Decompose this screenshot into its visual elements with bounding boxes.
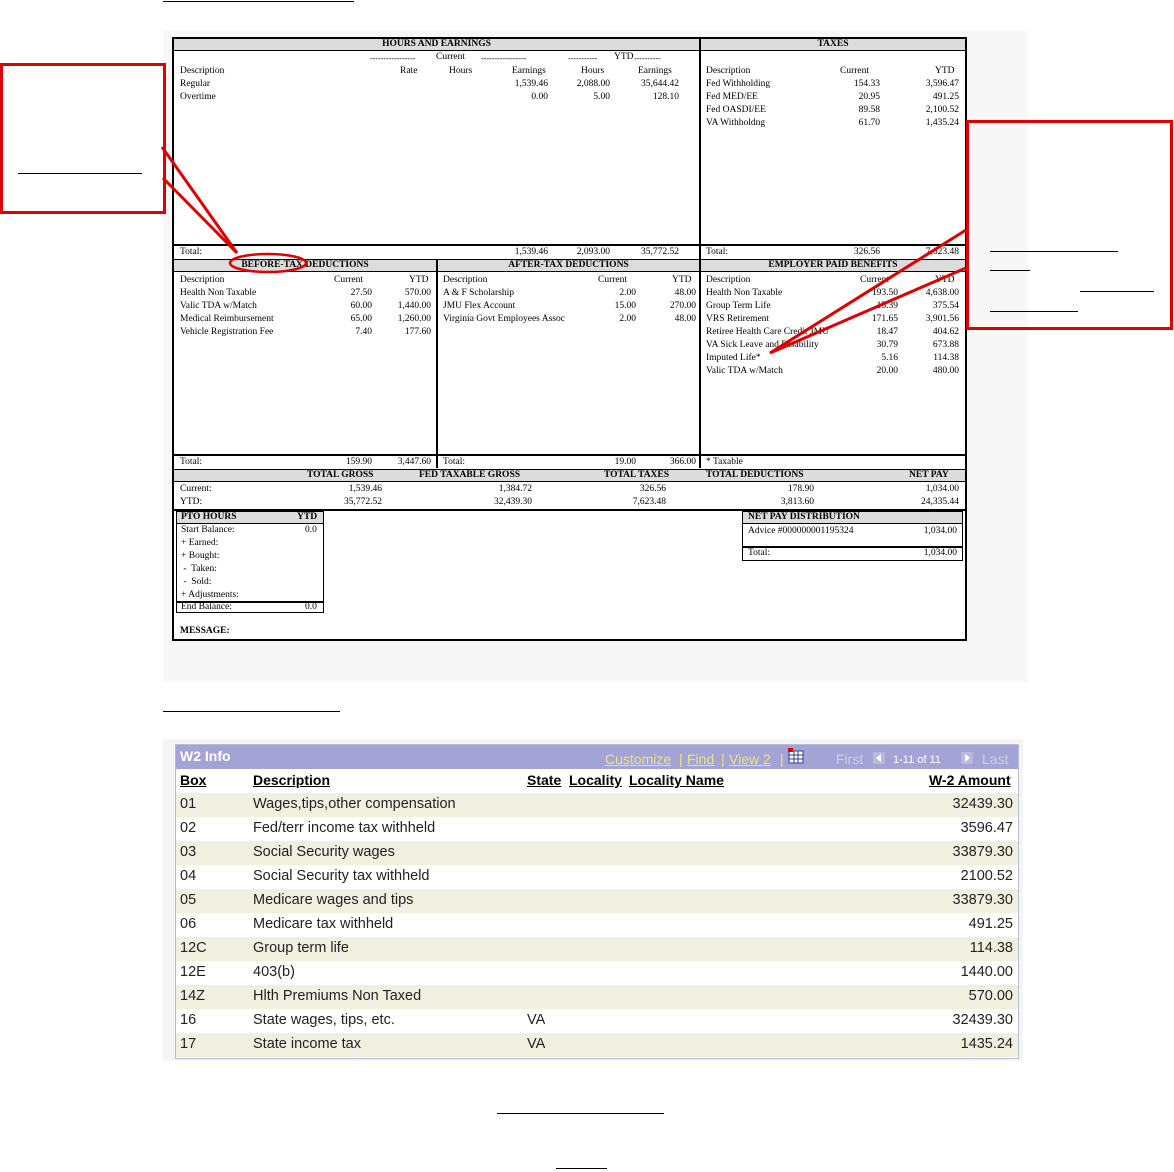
next-arrow-icon[interactable]	[960, 751, 974, 765]
epb-row-current: 5.16	[881, 353, 898, 363]
summary-current-taxes: 326.56	[639, 484, 666, 494]
before-tax-header: BEFORE-TAX DEDUCTIONS	[174, 260, 436, 272]
epb-footnote: * Taxable	[706, 457, 743, 467]
btd-row-description: Valic TDA w/Match	[180, 301, 257, 311]
summary-current-net: 1,034.00	[925, 484, 959, 494]
description-cell: Social Security wages	[253, 844, 395, 860]
atd-row-description: A & F Scholarship	[443, 288, 514, 298]
he-row-description: Regular	[180, 79, 211, 89]
he-total-earnings: 1,539.46	[514, 247, 548, 257]
amount-cell: 1440.00	[960, 964, 1013, 980]
amount-cell: 33879.30	[952, 844, 1013, 860]
pto-item: + Earned:	[181, 538, 219, 548]
he-dash: -----------------	[370, 54, 416, 63]
box-cell: 05	[180, 892, 197, 908]
tax-row-current: 89.58	[858, 105, 880, 115]
btd-col-ytd: YTD	[409, 275, 429, 285]
he-total-ytd-earnings: 35,772.52	[641, 247, 679, 257]
amount-cell: 32439.30	[952, 1012, 1013, 1028]
he-row-ytd-earnings: 35,644.42	[641, 79, 679, 89]
description-cell: Hlth Premiums Non Taxed	[253, 988, 422, 1004]
grid-download-icon[interactable]	[788, 748, 804, 764]
epb-row-current: 30.79	[876, 340, 898, 350]
epb-row-current: 171.65	[871, 314, 898, 324]
w2-title: W2 Info	[180, 748, 231, 764]
btd-total-ytd: 3,447.60	[397, 457, 431, 467]
tax-row-description: Fed OASDI/EE	[706, 105, 766, 115]
pto-item: - Taken:	[181, 564, 217, 574]
btd-row-description: Vehicle Registration Fee	[180, 327, 274, 337]
nav-separator: |	[780, 751, 784, 767]
btd-row-description: Medical Reimbursement	[180, 314, 274, 324]
tax-col-ytd: YTD	[935, 66, 955, 76]
pointer-line-left	[162, 147, 237, 253]
summary-ytd-fed: 32,439.30	[494, 497, 532, 507]
tax-row-current: 20.95	[858, 92, 880, 102]
footer-underline-1	[497, 1113, 664, 1114]
table-row	[176, 1033, 1018, 1057]
btd-total-current: 159.90	[345, 457, 372, 467]
amount-cell: 114.38	[969, 940, 1013, 956]
atd-total-ytd: 366.00	[669, 457, 696, 467]
first-arrow-icon[interactable]	[872, 751, 886, 765]
atd-col-ytd: YTD	[672, 275, 692, 285]
state-cell: VA	[527, 1036, 546, 1052]
employer-benefits-header: EMPLOYER PAID BENEFITS	[701, 260, 965, 272]
npd-advice: Advice #000000001195324	[748, 526, 854, 536]
epb-row-current: 193.50	[871, 288, 898, 298]
amount-cell: 32439.30	[952, 796, 1013, 812]
btd-row-ytd: 1,260.00	[397, 314, 431, 324]
btd-row-current: 27.50	[350, 288, 372, 298]
atd-total-label: Total:	[443, 457, 466, 467]
pto-end-value: 0.0	[305, 602, 317, 612]
tax-row-current: 61.70	[858, 118, 880, 128]
he-dash: ----------	[634, 54, 661, 63]
he-col-ytd-earnings: Earnings	[638, 66, 672, 76]
btd-col-description: Description	[180, 275, 225, 285]
customize-link[interactable]: Customize	[605, 751, 672, 767]
nav-separator: |	[721, 751, 725, 767]
btd-row-ytd: 177.60	[404, 327, 431, 337]
btd-col-current: Current	[334, 275, 364, 285]
table-row	[176, 937, 1018, 961]
atd-row-current: 15.00	[614, 301, 636, 311]
col-w2-amount[interactable]: W-2 Amount	[929, 772, 1011, 788]
amount-cell: 570.00	[968, 988, 1013, 1004]
col-state[interactable]: State	[527, 772, 562, 788]
description-cell: Medicare wages and tips	[253, 892, 414, 908]
epb-row-ytd: 673.88	[932, 340, 959, 350]
pto-title: PTO HOURS	[181, 512, 237, 522]
table-row	[176, 817, 1018, 841]
state-cell: VA	[527, 1012, 546, 1028]
tax-total-current: 326.56	[853, 247, 880, 257]
amount-cell: 2100.52	[960, 868, 1013, 884]
box-cell: 01	[180, 796, 197, 812]
view2-link[interactable]: View 2	[729, 751, 771, 767]
w2-title-bar	[176, 745, 1018, 769]
summary-current-fed: 1,384.72	[498, 484, 532, 494]
tax-row-current: 154.33	[853, 79, 880, 89]
atd-col-description: Description	[443, 275, 488, 285]
tax-row-ytd: 3,596.47	[925, 79, 959, 89]
epb-row-current: 20.00	[876, 366, 898, 376]
pto-end-label: End Balance:	[181, 602, 232, 612]
summary-current-gross: 1,539.46	[348, 484, 382, 494]
atd-row-ytd: 48.00	[674, 288, 696, 298]
epb-row-description: Retiree Health Care Credit JMU	[706, 327, 829, 337]
w2-panel	[175, 744, 1019, 1059]
he-dash: -----------------	[481, 54, 527, 63]
description-cell: State income tax	[253, 1036, 361, 1052]
epb-col-current: Current	[860, 275, 890, 285]
epb-row-ytd: 480.00	[932, 366, 959, 376]
he-row-earnings: 1,539.46	[514, 79, 548, 89]
tax-col-description: Description	[706, 66, 751, 76]
he-dash: -----------	[568, 54, 598, 63]
atd-total-current: 19.00	[614, 457, 636, 467]
tax-row-description: VA Withholdng	[706, 118, 766, 128]
btd-row-current: 7.40	[355, 327, 372, 337]
epb-row-ytd: 404.62	[932, 327, 959, 337]
epb-row-description: Imputed Life*	[706, 353, 761, 363]
table-row	[176, 913, 1018, 937]
he-col-rate: Rate	[400, 66, 418, 76]
he-col-description: Description	[180, 66, 225, 76]
pto-ytd-label: YTD	[297, 512, 318, 522]
he-row-ytd-earnings: 128.10	[652, 92, 679, 102]
page-range: 1-11 of 11	[893, 754, 941, 766]
col-box[interactable]: Box	[180, 772, 207, 788]
he-total-label: Total:	[180, 247, 203, 257]
w2-image	[163, 739, 1023, 1061]
tax-total-ytd: 7,623.48	[925, 247, 959, 257]
atd-row-description: JMU Flex Account	[443, 301, 516, 311]
table-row	[176, 793, 1018, 817]
he-ytd-label: YTD	[614, 52, 634, 62]
epb-col-description: Description	[706, 275, 751, 285]
message-label: MESSAGE:	[180, 626, 230, 636]
atd-col-current: Current	[598, 275, 628, 285]
btd-row-ytd: 570.00	[404, 288, 431, 298]
he-col-hours: Hours	[449, 66, 473, 76]
summary-total-gross-label: TOTAL GROSS	[307, 470, 374, 480]
description-cell: Wages,tips,other compensation	[253, 796, 456, 812]
btd-row-current: 60.00	[350, 301, 372, 311]
epb-row-ytd: 3,901.56	[925, 314, 959, 324]
col-locality-name[interactable]: Locality Name	[629, 772, 724, 788]
he-row-earnings: 0.00	[531, 92, 548, 102]
btd-row-current: 65.00	[350, 314, 372, 324]
table-row	[176, 865, 1018, 889]
tax-row-ytd: 491.25	[932, 92, 959, 102]
atd-row-ytd: 270.00	[669, 301, 696, 311]
after-tax-header: AFTER-TAX DEDUCTIONS	[438, 260, 699, 272]
tax-total-label: Total:	[706, 247, 729, 257]
table-row	[176, 961, 1018, 985]
epb-row-current: 18.47	[876, 327, 898, 337]
col-description[interactable]: Description	[253, 772, 331, 788]
box-cell: 03	[180, 844, 197, 860]
he-total-ytd-hours: 2,093.00	[576, 247, 610, 257]
summary-net-pay-label: NET PAY	[909, 470, 949, 480]
atd-row-current: 2.00	[619, 288, 636, 298]
summary-ytd-label: YTD:	[180, 497, 203, 507]
epb-row-ytd: 375.54	[932, 301, 959, 311]
he-col-earnings: Earnings	[512, 66, 546, 76]
tax-col-current: Current	[840, 66, 870, 76]
find-link[interactable]: Find	[687, 751, 715, 767]
npd-title: NET PAY DISTRIBUTION	[748, 512, 860, 522]
table-row	[176, 889, 1018, 913]
last-link[interactable]: Last	[982, 751, 1009, 767]
btd-row-description: Health Non Taxable	[180, 288, 257, 298]
table-row	[176, 841, 1018, 865]
tax-row-ytd: 2,100.52	[925, 105, 959, 115]
box-cell: 16	[180, 1012, 197, 1028]
amount-cell: 1435.24	[960, 1036, 1013, 1052]
btd-row-ytd: 1,440.00	[397, 301, 431, 311]
btd-total-label: Total:	[180, 457, 203, 467]
description-cell: State wages, tips, etc.	[253, 1012, 395, 1028]
summary-ytd-deductions: 3,813.60	[780, 497, 814, 507]
description-cell: Social Security tax withheld	[253, 868, 430, 884]
box-cell: 12C	[180, 940, 207, 956]
epb-row-current: 15.39	[876, 301, 898, 311]
tax-row-ytd: 1,435.24	[925, 118, 959, 128]
he-current-label: Current	[436, 52, 466, 62]
epb-row-description: Group Term Life	[706, 301, 771, 311]
taxes-header: TAXES	[701, 39, 965, 51]
description-cell: Medicare tax withheld	[253, 916, 394, 932]
npd-total-amount: 1,034.00	[923, 548, 957, 558]
first-link[interactable]: First	[836, 751, 864, 767]
description-cell: Fed/terr income tax withheld	[253, 820, 436, 836]
epb-row-description: Valic TDA w/Match	[706, 366, 783, 376]
he-row-ytd-hours: 2,088.00	[576, 79, 610, 89]
tax-row-description: Fed Withholding	[706, 79, 771, 89]
npd-total-label: Total:	[748, 548, 771, 558]
atd-row-description: Virginia Govt Employees Assoc	[443, 314, 565, 324]
he-row-ytd-hours: 5.00	[593, 92, 610, 102]
nav-separator: |	[679, 751, 683, 767]
epb-row-ytd: 114.38	[933, 353, 959, 363]
he-col-ytd-hours: Hours	[581, 66, 605, 76]
footer-underline-2	[556, 1168, 607, 1169]
epb-row-description: VRS Retirement	[706, 314, 770, 324]
description-cell: 403(b)	[253, 964, 295, 980]
pto-item: - Sold:	[181, 577, 212, 587]
description-cell: Group term life	[253, 940, 349, 956]
epb-row-description: VA Sick Leave and Disability	[706, 340, 819, 350]
npd-advice-amount: 1,034.00	[923, 526, 957, 536]
atd-row-current: 2.00	[619, 314, 636, 324]
pto-start-label: Start Balance:	[181, 525, 235, 535]
tax-row-description: Fed MED/EE	[706, 92, 758, 102]
summary-current-label: Current:	[180, 484, 212, 494]
epb-row-description: Health Non Taxable	[706, 288, 783, 298]
pto-start-value: 0.0	[305, 525, 317, 535]
hours-earnings-header: HOURS AND EARNINGS	[174, 39, 699, 51]
table-row	[176, 1009, 1018, 1033]
amount-cell: 491.25	[968, 916, 1013, 932]
table-row	[176, 985, 1018, 1009]
amount-cell: 33879.30	[952, 892, 1013, 908]
box-cell: 06	[180, 916, 197, 932]
atd-row-ytd: 48.00	[674, 314, 696, 324]
amount-cell: 3596.47	[960, 820, 1013, 836]
summary-current-deductions: 178.90	[787, 484, 814, 494]
col-locality[interactable]: Locality	[569, 772, 622, 788]
he-row-description: Overtime	[180, 92, 216, 102]
box-cell: 02	[180, 820, 197, 836]
summary-fed-taxable-label: FED TAXABLE GROSS	[419, 470, 521, 480]
highlight-ellipse	[230, 254, 306, 272]
box-cell: 17	[180, 1036, 197, 1052]
box-cell: 14Z	[180, 988, 205, 1004]
pto-item: + Adjustments:	[181, 590, 239, 600]
box-cell: 12E	[180, 964, 206, 980]
summary-total-deductions-label: TOTAL DEDUCTIONS	[706, 470, 804, 480]
pto-item: + Bought:	[181, 551, 220, 561]
summary-ytd-taxes: 7,623.48	[632, 497, 666, 507]
summary-total-taxes-label: TOTAL TAXES	[604, 470, 670, 480]
epb-row-ytd: 4,638.00	[925, 288, 959, 298]
summary-ytd-gross: 35,772.52	[344, 497, 382, 507]
epb-col-ytd: YTD	[935, 275, 955, 285]
summary-ytd-net: 24,335.44	[921, 497, 959, 507]
box-cell: 04	[180, 868, 197, 884]
pointer-line-right	[770, 230, 966, 353]
title-underline-w2	[163, 711, 340, 712]
